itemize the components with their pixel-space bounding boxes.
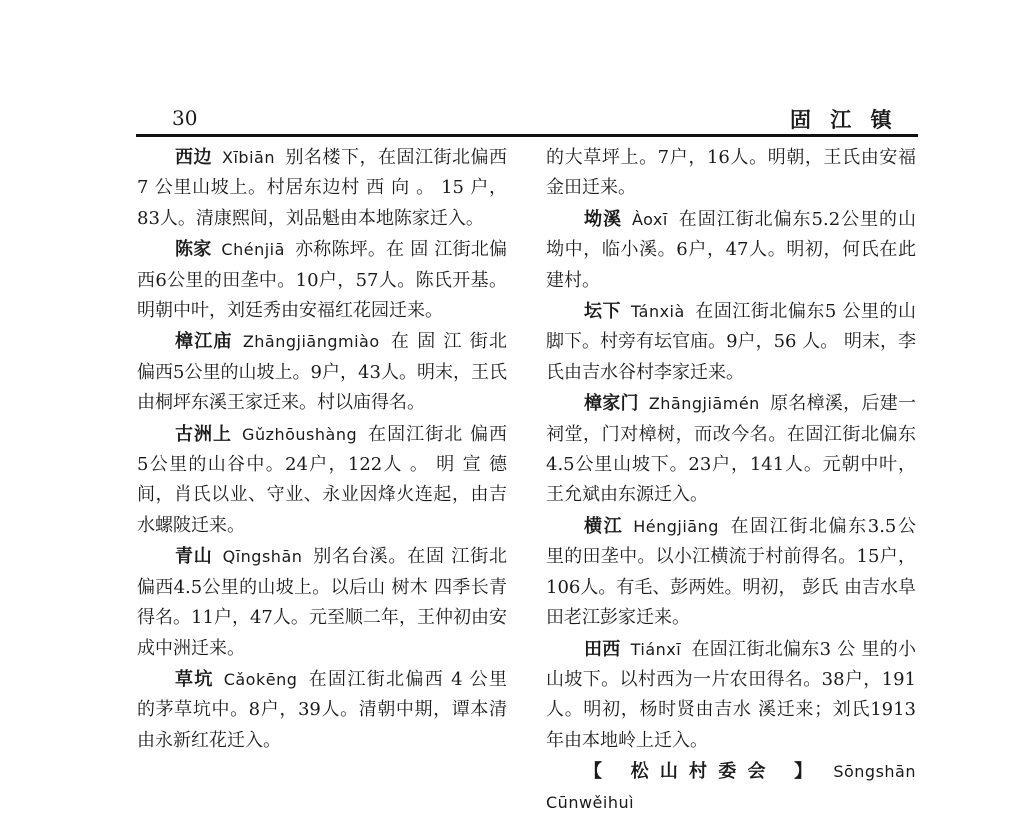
entry-aoxi xyxy=(546,205,916,296)
place-name: 陈家 xyxy=(175,239,212,261)
entry-text: 在固江街北偏东3 公 里的小山坡下。以村西为一片农田得名。38户，191人。明初，杨时贤由吉水 溪迁来；刘氏1913年由本地岭上迁入。 xyxy=(546,638,916,751)
entry-text: 原名樟溪，后建一祠堂，门对樟树，而改今名。在固江街北偏东4.5公里山坡下。23户，141人。元朝中叶，王允斌由东源迁入。 xyxy=(546,393,917,506)
entry-chenjia xyxy=(137,235,507,326)
entry-text: 亦称陈坪。在 固 江街北偏西6公里的田垄中。10户，57人。陈氏开基。明朝中叶，刘廷秀由安福红花园迁来。 xyxy=(137,239,507,322)
page-number: 30 xyxy=(172,106,198,130)
pinyin: Cǎokēng xyxy=(223,669,298,689)
pinyin: Gǔzhōushàng xyxy=(242,424,358,444)
entry-xibian xyxy=(137,143,507,234)
pinyin: Tánxià xyxy=(631,302,685,322)
place-name: 田西 xyxy=(584,638,621,660)
left-column xyxy=(137,143,507,757)
right-column xyxy=(546,143,916,819)
entry-text: 在固江街北 偏西5公里的山谷中。24户，122人 。 明 宣 德间，肖氏以业、守业、永业因烽火连起，由吉水螺陂迁来。 xyxy=(137,423,507,536)
entry-text: 在固江街北偏东5 公里的山脚下。村旁有坛官庙。9户，56 人。 明末，李氏由吉水谷村李家迁来。 xyxy=(546,301,916,383)
place-name: 坛下 xyxy=(584,301,622,323)
place-name: 草坑 xyxy=(175,668,214,690)
pinyin: Chénjiā xyxy=(221,240,285,260)
place-name: 青山 xyxy=(175,546,213,568)
entry-caokeng xyxy=(137,665,507,756)
entry-text: 别名台溪。在固 江街北偏西4.5公里的山坡上。以后山 树木 四季长青得名。11户，47人。元至顺二年，王仲初由安成中洲迁来。 xyxy=(137,546,507,659)
section-heading-pinyin: Sōngshān Cūnwěihuì xyxy=(546,762,916,812)
pinyin: Zhāngjiāmén xyxy=(648,394,760,414)
place-name: 西边 xyxy=(175,147,213,168)
place-name: 横江 xyxy=(584,515,624,537)
pinyin: Tiánxī xyxy=(630,639,682,659)
entry-text: 在固江街北偏东3.5公里的田垄中。以小江横流于村前得名。15户，106人。有毛、彭两姓。明初， 彭氏 由吉水阜田老江彭家迁来。 xyxy=(546,515,916,629)
entry-continuation: 的大草坪上。7户，16人。明朝，王氏由安福金田迁来。 xyxy=(546,147,916,199)
entry-tanxia xyxy=(546,297,916,388)
place-name: 古洲上 xyxy=(175,423,233,445)
entry-zhangjiamen xyxy=(546,389,916,511)
pinyin: Xībiān xyxy=(222,148,275,167)
pinyin: Zhāngjiāngmiào xyxy=(242,332,380,352)
header-rule xyxy=(136,134,918,137)
entry-tianxi xyxy=(546,635,916,757)
entry-hengjiang xyxy=(546,512,916,634)
entry-text: 别名楼下，在固江街北偏西 7 公里山坡上。村居东边村 西 向 。 15 户，83人。清康熙间，刘品魁由本地陈家迁入。 xyxy=(137,147,508,229)
section-heading xyxy=(546,757,916,818)
running-head: 固 江 镇 xyxy=(790,107,898,132)
place-name: 樟江庙 xyxy=(175,331,233,353)
place-name: 坳溪 xyxy=(584,208,622,230)
entry-text: 在 固 江 街北偏西5公里的山坡上。9户，43人。明末，王氏由桐坪东溪王家迁来。村以庙得名。 xyxy=(137,331,508,414)
entry-text: 在固江街北偏西 4 公里的茅草坑中。8户，39人。清朝中期，谭本清由永新红花迁入。 xyxy=(137,668,507,751)
entry-qingshan xyxy=(137,542,507,664)
section-heading-name: 【 松山村委会 】 xyxy=(584,761,824,783)
entry-text: 在固江街北偏东5.2公里的山坳中，临小溪。6户，47人。明初，何氏在此建村。 xyxy=(546,208,917,291)
place-name: 樟家门 xyxy=(584,393,639,415)
entry-guzhoushang xyxy=(137,420,507,542)
pinyin: Àoxī xyxy=(631,209,668,229)
pinyin: Qīngshān xyxy=(222,547,303,567)
entry-zhangjiangmiao xyxy=(137,327,507,418)
pinyin: Héngjiāng xyxy=(633,516,719,536)
